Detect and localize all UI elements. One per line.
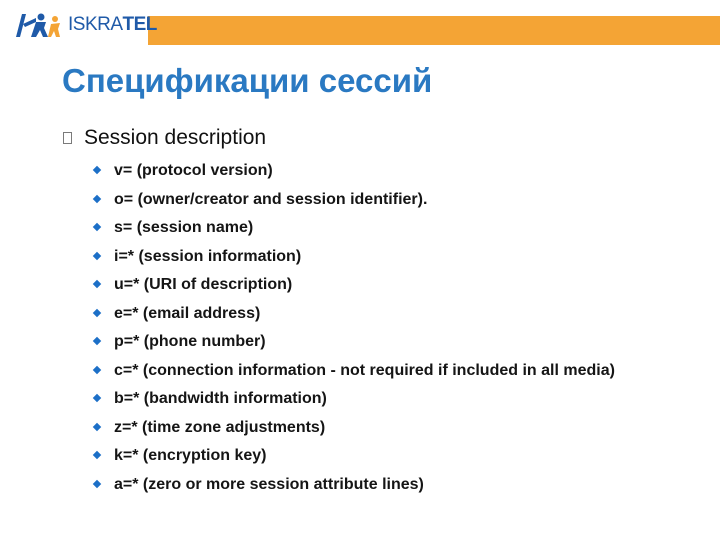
diamond-bullet-icon (93, 394, 101, 402)
logo-figures-icon (14, 10, 62, 40)
header-accent-bar (148, 16, 720, 45)
level1-item (63, 126, 266, 150)
diamond-bullet-icon (93, 479, 101, 487)
level1-text: Session description (84, 126, 267, 149)
diamond-bullet-icon (93, 365, 101, 373)
list-item (92, 189, 692, 210)
list-item-text: k=* (encryption key) (114, 447, 267, 464)
list-item-text: b=* (bandwidth information) (114, 390, 327, 407)
list-item-text: e=* (email address) (114, 304, 261, 322)
diamond-bullet-icon (93, 337, 101, 345)
iskratel-logo (14, 8, 157, 42)
diamond-bullet-icon (93, 308, 101, 316)
diamond-bullet-icon (93, 223, 101, 231)
diamond-bullet-icon (93, 422, 101, 430)
list-item (92, 388, 692, 409)
list-item (92, 274, 692, 295)
logo-wordmark (68, 14, 157, 36)
diamond-bullet-icon (93, 451, 101, 459)
slide-title: Спецификации сессий (62, 62, 433, 99)
diamond-bullet-icon (93, 194, 101, 202)
list-item-text: p=* (phone number) (114, 333, 266, 350)
copyright-note (0, 398, 1, 528)
list-item-text: c=* (connection information - not required if included in all media) (114, 361, 615, 379)
diamond-bullet-icon (93, 251, 101, 259)
list-item (92, 417, 692, 438)
logo-wordmark-b: TEL (122, 14, 157, 35)
square-bullet-icon (63, 132, 72, 144)
list-item-text: u=* (URI of description) (114, 276, 293, 293)
bullet-list (92, 160, 692, 502)
diamond-bullet-icon (93, 280, 101, 288)
list-item (92, 331, 692, 352)
list-item-text: v= (protocol version) (114, 162, 273, 179)
list-item (92, 217, 692, 238)
logo-wordmark-a: ISKRA (68, 14, 123, 35)
list-item-text: s= (session name) (114, 219, 254, 236)
list-item-text: o= (owner/creator and session identifier). (114, 190, 428, 208)
list-item-text: z=* (time zone adjustments) (114, 418, 326, 436)
diamond-bullet-icon (93, 166, 101, 174)
list-item (92, 474, 692, 495)
list-item (92, 303, 692, 324)
list-item-text: i=* (session information) (114, 247, 302, 265)
list-item-text: a=* (zero or more session attribute lines) (114, 475, 424, 493)
list-item (92, 160, 692, 181)
list-item (92, 246, 692, 267)
list-item (92, 445, 692, 466)
list-item (92, 360, 692, 381)
